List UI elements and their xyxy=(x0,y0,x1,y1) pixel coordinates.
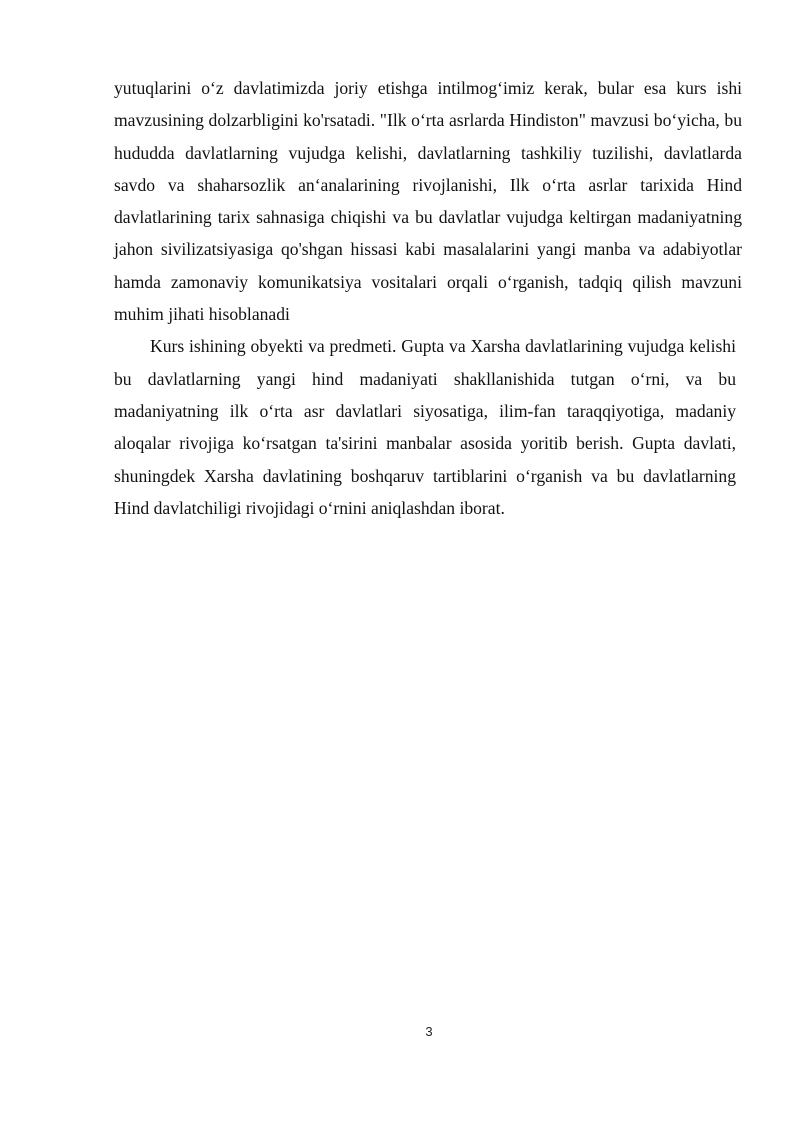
paragraph-object-subject: Kurs ishining obyekti va predmeti. Gupta va Xarsha davlatlarining vujudga kelishi bu davlatlarning yangi hind madaniyati shakllanishida tutgan o‘rni, va bu madaniyatning ilk o‘rta asr davlatlari siyosatiga, ilim-fan taraqqiyotiga, madaniy aloqalar rivojiga ko‘rsatgan ta'sirini manbalar asosida yoritib berish. Gupta davlati, shuningdek Xarsha davlatining boshqaruv tartiblarini o‘rganish va bu davlatlarning Hind davlatchiligi rivojidagi o‘rnini aniqlashdan iborat. xyxy=(114,336,736,518)
body-text xyxy=(114,72,742,524)
paragraph-relevance: yutuqlarini o‘z davlatimizda joriy etishga intilmog‘imiz kerak, bular esa kurs ishi mavzusining dolzarbligini ko'rsatadi. "Ilk o‘rta asrlarda Hindiston" mavzusi bo‘yicha, bu hududda davlatlarning vujudga kelishi, davlatlarning tashkiliy tuzilishi, davlatlarda savdo va shaharsozlik an‘analarining rivojlanishi, Ilk o‘rta asrlar tarixida Hind davlatlarining tarix sahnasiga chiqishi va bu davlatlar vujudga keltirgan madaniyatning jahon sivilizatsiyasiga qo'shgan hissasi kabi masalalarini yangi manba va adabiyotlar hamda zamonaviy komunikatsiya vositalari orqali o‘rganish, tadqiq qilish mavzuni muhim jihati hisoblanadi xyxy=(114,78,742,325)
page-number: 3 xyxy=(425,1024,433,1039)
